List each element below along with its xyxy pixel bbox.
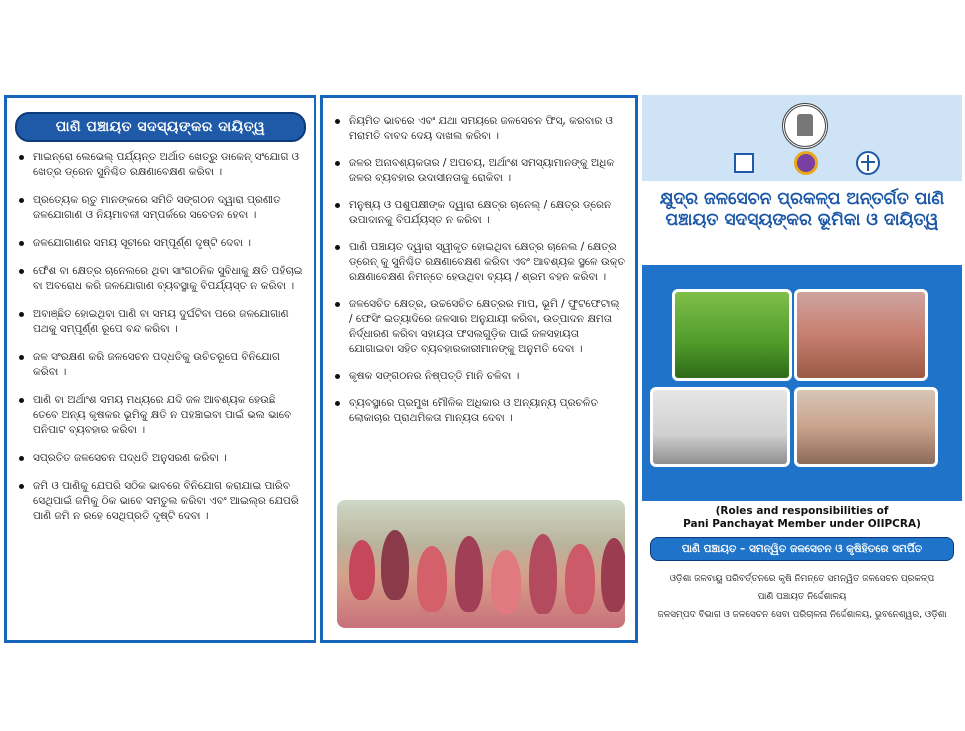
responsibilities-heading: ପାଣି ପଞ୍ଚାୟତ ସଦସ୍ୟଙ୍କର ଦାୟିତ୍ୱ [15, 112, 306, 142]
list-item [17, 451, 304, 466]
list-item [333, 396, 625, 426]
emblem-shape [797, 114, 813, 136]
partner-logo-icon [794, 151, 818, 175]
list-item [333, 156, 625, 186]
cover-panel [642, 95, 962, 643]
list-item-text: ଜଳଯୋଗାଣର ସମୟ ସୂଚୀରେ ସମ୍ପୂର୍ଣ୍ଣ ଦୃଷ୍ଟି ଦେବା । [33, 237, 251, 249]
list-item-text: କୃଷକ ସଙ୍ଗଠନର ନିଷ୍ପତ୍ତି ମାନି ଚଳିବା । [349, 370, 520, 382]
list-item [333, 240, 625, 285]
bullet-dot [19, 456, 24, 461]
list-item [333, 369, 625, 384]
bullet-dot [19, 198, 24, 203]
bullet-dot [335, 302, 340, 307]
farmers-meeting-photo [337, 500, 625, 628]
crowd-figure [601, 538, 625, 612]
crowd-figure [381, 530, 409, 600]
village-meeting-photo [794, 289, 928, 381]
bullet-dot [19, 484, 24, 489]
responsibilities-list-middle [323, 98, 635, 426]
bullet-dot [19, 155, 24, 160]
crowd-figure [529, 534, 557, 614]
english-subtitle-line: Pani Panchayat Member under OIIPCRA) [683, 518, 921, 530]
list-item [17, 393, 304, 438]
list-item-text: ସପ୍ରତିତ ଜଳସେଚନ ପଦ୍ଧତି ଅନୁସରଣ କରିବା । [33, 452, 227, 464]
bullet-dot [19, 355, 24, 360]
brochure [4, 95, 962, 643]
panel-responsibilities-middle [320, 95, 638, 643]
photo-collage [642, 265, 962, 501]
list-item [333, 297, 625, 357]
list-item-text: ବ୍ୟବସ୍ଥାରେ ପ୍ରମୁଖ ମୌଳିକ ଅଧିକାର ଓ ଅନ୍ୟାନ୍ୟ ପ୍ରଚଳିତ ଲୋକାଚାର ପ୍ରାଥମିକତା ମାନ୍ୟତା ଦେବା । [349, 397, 598, 424]
list-item-text: ଜଳସେଚିତ କ୍ଷେତ୍ର, ଉଚ୍ଚସେଚିତ କ୍ଷେତ୍ରର ମାପ, ଭୂମି / ଫୁଟଫେଟାଲ୍ / ଫେସିଂ ଇତ୍ୟାଦିରେ ଜଳସାର ଅନୁଯାୟୀ କରିବା, ଉତ୍ପାଦନ କ୍ଷମତା ନିର୍ଦ୍ଧାରଣ କରିବା ସହାୟତା ଫସଲଗୁଡ଼ିକ ପାଇଁ ଜଳସହାୟତା ଯୋଗାଇବା ସହିତ ବ୍ୟବହାରକାରୀମାନଙ୍କୁ ଅନୁମତି ଦେବା । [349, 298, 620, 355]
list-item [17, 307, 304, 337]
english-subtitle [642, 505, 962, 531]
bullet-dot [335, 401, 340, 406]
footer-line: ଓଡ଼ିଶା ଜଳବାୟୁ ପରିବର୍ତ୍ତନରେ କୃଷି ନିମନ୍ତେ ସମନ୍ୱିତ ଜଳସେଚନ ପ୍ରକଳ୍ପ [669, 574, 935, 584]
publisher-footer [642, 573, 962, 627]
list-item-text: ମନୁଷ୍ୟ ଓ ପଶୁପକ୍ଷୀଙ୍କ ଦ୍ୱାରା କ୍ଷେତ୍ର ଚାନେଲ୍ / କ୍ଷେତ୍ର ଡ୍ରେନ ଉପାଦାନକୁ ବିପର୍ଯ୍ୟସ୍ତ ନ କରିବା । [349, 199, 612, 226]
government-emblem-icon [782, 103, 828, 149]
bullet-dot [335, 245, 340, 250]
project-logo-icon [734, 153, 754, 173]
bullet-dot [335, 374, 340, 379]
list-item-text: ପାଣି ବା ଅର୍ଥାଂଶ ସମୟ ମଧ୍ୟରେ ଯଦି ଜଳ ଆବଶ୍ୟକ ହେଉଛି ତେବେ ଅନ୍ୟ କୃଷକର ଭୂମିକୁ କ୍ଷତି ନ ପହଞ୍ଚାଇବା ପାଇଁ ଭଲ ଭାବେ ପନିପାଟ ବ୍ୟବହାର କରିବା । [33, 394, 292, 436]
discussion-group-photo [794, 387, 938, 467]
list-item [17, 193, 304, 223]
bullet-dot [19, 398, 24, 403]
list-item [17, 150, 304, 180]
bullet-dot [19, 312, 24, 317]
list-item-text: ଫେଁଶ ବା କ୍ଷେତ୍ର ଚାନେଲରେ ଥିବା ସାଂଗଠନିକ ସୁବିଧାକୁ କ୍ଷତି ପହଁଚାଇ ବା ଅବରୋଧ କରି ଜଳଯୋଗାଣ ବ୍ୟବସ୍ଥାକୁ ବିପର୍ଯ୍ୟସ୍ତ ନ କରିବା । [33, 265, 303, 292]
list-item [333, 198, 625, 228]
english-subtitle-line: (Roles and responsibilities of [715, 505, 889, 517]
crowd-figure [455, 536, 483, 612]
list-item-text: ଜମି ଓ ପାଣିକୁ ଯେପରି ସଠିକ ଭାବରେ ବିନିଯୋଗ କରାଯାଇ ପାରିବ ସେଥିପାଇଁ ଜମିକୁ ଠିକ ଭାବେ ସମତୁଲ କରିବା ଏବଂ ଆଇଲ୍ର ଯେପରି ପାଣି ଜମି ନ ରହେ ସେଥିପ୍ରତି ଦୃଷ୍ଟି ଦେବା । [33, 480, 299, 522]
list-item-text: ଜଳର ଅନାବଶ୍ୟକତାର / ଅପଚୟ, ଅର୍ଥାଂଶ ସମସ୍ୟାମାନଙ୍କୁ ଅଧିକ ଜଳର ବ୍ୟବହାର ଉଦାସୀନତାକୁ ରୋକିବା । [349, 157, 615, 184]
logo-strip [642, 95, 962, 181]
crowd-figure [565, 544, 595, 614]
responsibilities-list-left [7, 150, 314, 524]
crowd-figure [349, 540, 375, 600]
crowd-figure [491, 550, 521, 614]
list-item [17, 236, 304, 251]
list-item [17, 479, 304, 524]
field-irrigation-photo [672, 289, 792, 381]
list-item-text: ଜଳ ସଂରକ୍ଷଣ କରି ଜଳସେଚନ ପଦ୍ଧତିକୁ ଉଚିତରୂପେ ବିନିଯୋଗ କରିବା । [33, 351, 280, 378]
list-item-text: ପ୍ରତ୍ୟେକ ଋତୁ ମାନଙ୍କରେ ସମିତି ସଙ୍ଗଠନ ଦ୍ୱାରା ପ୍ରଣୀତ ଜଳଯୋଗାଣ ଓ ନିୟମାବଳୀ ସମ୍ପର୍କରେ ସଚେତନ ହେବା । [33, 194, 281, 221]
list-item-text: ମାଇନ୍ରୋ ଲେଭେଲ୍ ପର୍ଯ୍ୟନ୍ତ ଅର୍ଥାତ ଖେତ୍ରୁ ଡାକେନ୍ ସଂଯୋଗ ଓ ଖେତ୍ର ଡ୍ରେନ ସୁନିଶ୍ଚିତ ରକ୍ଷଣାବେକ୍ଷଣ କରିବା । [33, 151, 299, 178]
list-item-text: ପାଣି ପଞ୍ଚାୟତ ଦ୍ୱାରା ସ୍ୱୀକୃତ ହୋଇଥିବା କ୍ଷେତ୍ର ଚାନେଲ / କ୍ଷେତ୍ର ଡ୍ରେନ୍ କୁ ସୁନିଶ୍ଚିତ ରକ୍ଷଣାବେକ୍ଷଣ କରିବା ଏବଂ ଆବଶ୍ୟକ ସ୍ଥଳେ ଉକ୍ତ ରକ୍ଷଣାବେକ୍ଷଣ ନିମନ୍ତେ ହେଉଥିବା ବ୍ୟୟ / ଶ୍ରମ ବହନ କରିବା । [349, 241, 625, 283]
crowd-figure [417, 546, 447, 612]
footer-line: ପାଣି ପଞ୍ଚାୟତ ନିର୍ଦ୍ଦେଶାଳୟ [757, 592, 847, 602]
bullet-dot [335, 203, 340, 208]
list-item [333, 114, 625, 144]
list-item [17, 350, 304, 380]
list-item [17, 264, 304, 294]
bullet-dot [335, 119, 340, 124]
globe-logo-icon [856, 151, 880, 175]
bullet-dot [19, 241, 24, 246]
panel-responsibilities-left [4, 95, 316, 643]
list-item-text: ନିୟମିତ ଭାବରେ ଏବଂ ଯଥା ସମୟରେ ଜଳସେଚନ ଫିସ୍, କରବାର ଓ ମରାମତି ବାବଦ ଦେୟ ଦାଖଲ କରିବା । [349, 115, 613, 142]
storage-building-photo [650, 387, 790, 467]
footer-line: ଜଳସମ୍ପଦ ବିଭାଗ ଓ ଜଳସେଚନ ସେବା ପରିଚାଳନା ନିର୍ଦ୍ଦେଶାଳୟ, ଭୁବନେଶ୍ୱର, ଓଡ଼ିଶା [657, 610, 947, 620]
tagline-banner: ପାଣି ପଞ୍ଚାୟତ – ସମନ୍ୱିତ ଜଳସେଚନ ଓ କୃଷିହିତରେ ସମର୍ପିତ [650, 537, 954, 561]
bullet-dot [335, 161, 340, 166]
list-item-text: ଅବାଞ୍ଛିତ ହୋଇଥିବା ପାଣି ବା ସମୟ ଦୁର୍ଘଟିବା ପରେ ଜଳଯୋଗାଣ ପଥକୁ ସମ୍ପୂର୍ଣ୍ଣ ରୂପେ ବନ୍ଦ କରିବା । [33, 308, 289, 335]
bullet-dot [19, 269, 24, 274]
cover-title: କ୍ଷୁଦ୍ର ଜଳସେଚନ ପ୍ରକଳ୍ପ ଅନ୍ତର୍ଗତ ପାଣି ପଞ୍ଚାୟତ ସଦସ୍ୟଙ୍କର ଭୂମିକା ଓ ଦାୟିତ୍ୱ [642, 181, 962, 265]
